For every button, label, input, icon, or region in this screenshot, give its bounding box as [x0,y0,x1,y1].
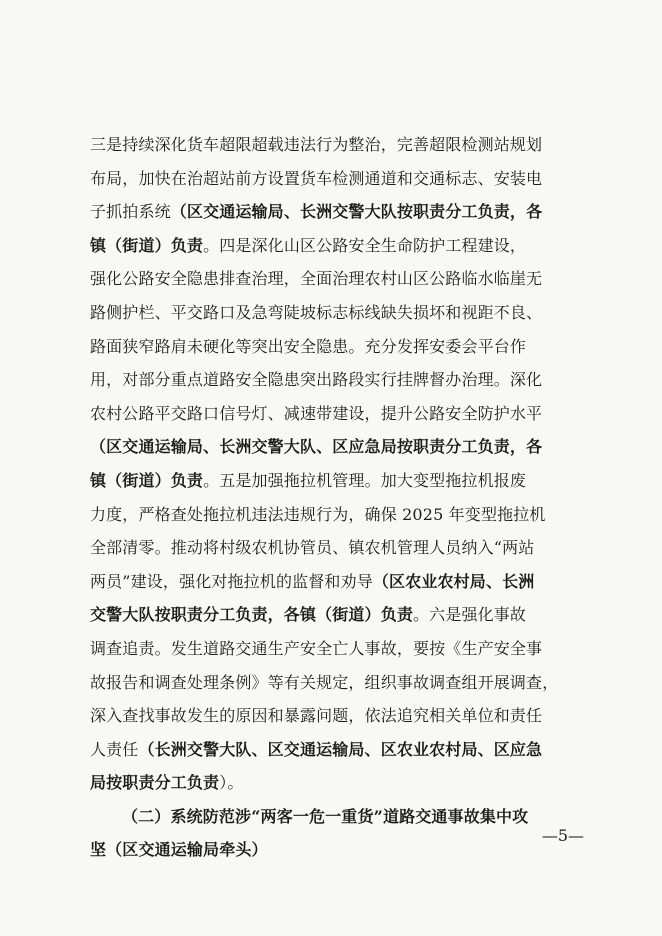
text-line: 三是持续深化货车超限超载违法行为整治，完善超限检测站规划 [90,135,543,154]
text-line: 两员”建设，强化对拖拉机的监督和劝导（区农业农村局、长洲 [90,571,535,591]
text-line: 镇（街道）负责。四是深化山区公路安全生命防护工程建设， [90,235,527,255]
section-heading-continued: 坚（区交通运输局牵头） [90,840,268,860]
text-line: 用，对部分重点道路安全隐患突出路段实行挂牌督办治理。深化 [90,370,543,390]
text-line: 子抓拍系统（区交通运输局、长洲交警大队按职责分工负责，各 [90,202,543,222]
text-line: 路面狭窄路肩未硬化等突出安全隐患。充分发挥安委会平台作 [90,336,527,356]
text-line: 强化公路安全隐患排查治理，全面治理农村山区公路临水临崖无 [90,269,543,289]
text-line: 镇（街道）负责。五是加强拖拉机管理。加大变型拖拉机报废 [90,470,527,490]
text-line: 农村公路平交路口信号灯、减速带建设，提升公路安全防护水平 [90,403,543,423]
text-line: 路侧护栏、平交路口及急弯陡坡标志标线缺失损坏和视距不良、 [90,302,543,322]
section-heading: （二）系统防范涉“两客一危一重货”道路交通事故集中攻 [122,806,529,826]
body-text [90,128,582,867]
text-line: 调查追责。发生道路交通生产安全亡人事故，要按《生产安全事 [90,638,543,658]
text-line: 故报告和调查处理条例》等有关规定，组织事故调查组开展调查， [90,672,559,692]
page-number: —5— [541,826,584,845]
text-line: 全部清零。推动将村级农机协管员、镇农机管理人员纳入“两站 [90,538,535,558]
text-line: 深入查找事故发生的原因和暴露问题，依法追究相关单位和责任 [90,706,543,726]
text-line: 局按职责分工负责）。 [90,773,244,793]
text-line: 力度，严格查处拖拉机违法违规行为，确保 2025 年变型拖拉机 [90,504,546,524]
text-line: 人责任（长洲交警大队、区交通运输局、区农业农村局、区应急 [90,739,543,759]
text-line: 交警大队按职责分工负责，各镇（街道）负责。六是强化事故 [90,605,527,625]
text-line: 布局，加快在治超站前方设置货车检测通道和交通标志、安装电 [90,168,543,188]
text-line: （区交通运输局、长洲交警大队、区应急局按职责分工负责，各 [90,437,543,457]
